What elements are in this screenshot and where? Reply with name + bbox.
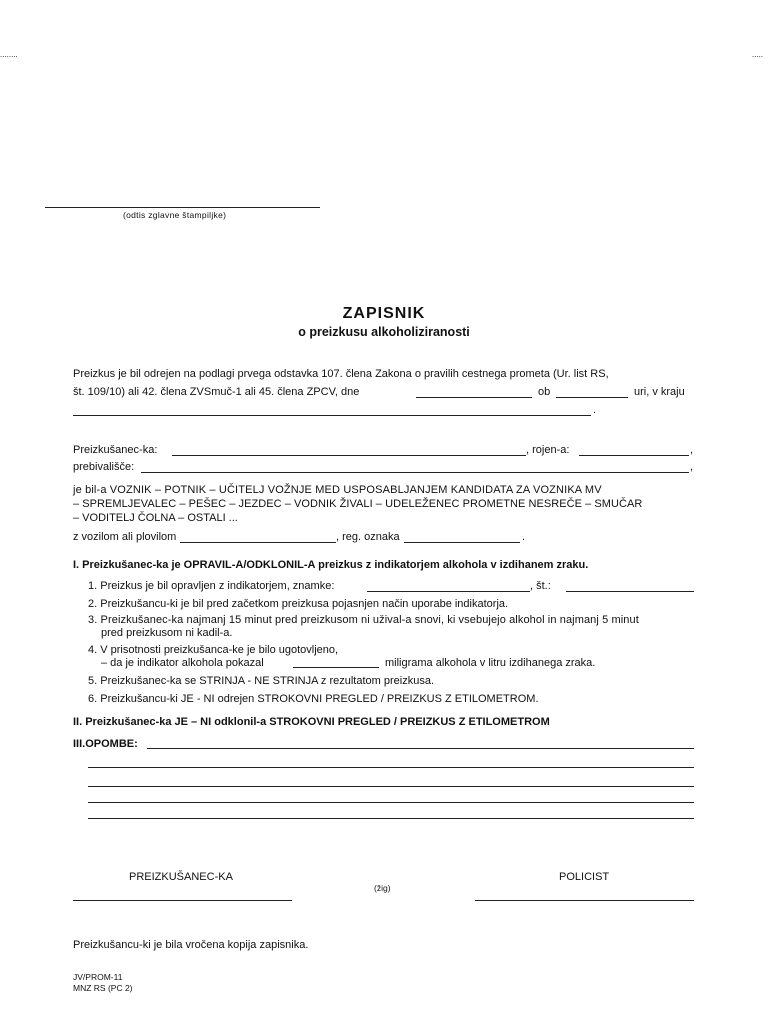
page-subtitle: o preizkusu alkoholiziranosti [298, 325, 470, 339]
stamp-label: (žig) [374, 883, 391, 893]
roles-line-1: je bil-a VOZNIK – POTNIK – UČITELJ VOŽNJE MED USPOSABLJANJEM KANDIDATA ZA VOZNIKA MV [73, 484, 602, 496]
signature-right-line[interactable] [475, 900, 694, 901]
page-title: ZAPISNIK [342, 305, 426, 322]
item-4a: 4. V prisotnosti preizkušanca-ke je bilo ugotovljeno, [88, 644, 339, 656]
birth-date-field[interactable] [579, 455, 689, 456]
remarks-line-5[interactable] [88, 818, 694, 819]
residence-field[interactable] [141, 472, 689, 473]
intro-ob: ob [538, 386, 551, 398]
stamp-caption: (odtis zglavne štampiljke) [123, 210, 227, 220]
item-1a: 1. Preizkus je bil opravljen z indikatorjem, znamke: [88, 580, 335, 592]
place-field[interactable] [73, 415, 591, 416]
corner-dots-right: ..... [752, 50, 764, 59]
alcohol-value-field[interactable] [293, 667, 379, 668]
remarks-line-1[interactable] [147, 748, 694, 749]
time-field[interactable] [556, 397, 628, 398]
signature-right-label: POLICIST [559, 871, 610, 883]
section-3-title: III.OPOMBE: [73, 738, 138, 750]
comma-2: , [690, 461, 694, 473]
signature-left-label: PREIZKUŠANEC-KA [129, 871, 233, 883]
copy-note: Preizkušancu-ki je bila vročena kopija zapisnika. [73, 939, 309, 951]
reg-field[interactable] [404, 542, 520, 543]
item-3a: 3. Preizkušanec-ka najmanj 15 minut pred preizkusom ni užival-a snovi, ki vsebujejo alkohol in najmanj 5 minut [88, 614, 639, 626]
name-field[interactable] [172, 455, 526, 456]
signature-left-line[interactable] [73, 900, 292, 901]
indicator-number-field[interactable] [566, 591, 694, 592]
roles-line-3: – VODITELJ ČOLNA – OSTALI ... [73, 512, 238, 524]
indicator-brand-field[interactable] [367, 591, 530, 592]
item-4b: – da je indikator alkohola pokazal [101, 657, 264, 669]
corner-dots-left: ........ [0, 50, 18, 59]
intro-line-2a: št. 109/10) ali 42. člena ZVSmuč-1 ali 45. člena ZPCV, dne [73, 386, 360, 398]
vehicle-label: z vozilom ali plovilom [73, 531, 177, 543]
intro-place-label: uri, v kraju [634, 386, 685, 398]
reg-label: , reg. oznaka [336, 531, 400, 543]
section-2-title: II. Preizkušanec-ka JE – NI odklonil-a STROKOVNI PREGLED / PREIZKUS Z ETILOMETROM [73, 716, 550, 728]
item-6: 6. Preizkušancu-ki JE - NI odrejen STROKOVNI PREGLED / PREIZKUS Z ETILOMETROM. [88, 693, 539, 705]
item-2: 2. Preizkušancu-ki je bil pred začetkom preizkusa pojasnjen način uporabe indikatorja. [88, 598, 509, 610]
item-5: 5. Preizkušanec-ka se STRINJA - NE STRINJA z rezultatom preizkusa. [88, 675, 435, 687]
item-1b: , št.: [530, 580, 551, 592]
stamp-line [45, 207, 320, 208]
form-code: JV/PROM-11 [73, 972, 123, 982]
vehicle-field[interactable] [180, 542, 336, 543]
vehicle-end: . [522, 531, 526, 543]
remarks-line-3[interactable] [88, 786, 694, 787]
item-3b: pred preizkusom ni kadil-a. [101, 627, 233, 639]
born-label: , rojen-a: [526, 444, 570, 456]
residence-label: prebivališče: [73, 461, 135, 473]
form-issuer: MNZ RS (PC 2) [73, 983, 133, 993]
comma-1: , [690, 444, 694, 456]
intro-line-1: Preizkus je bil odrejen na podlagi prvega odstavka 107. člena Zakona o pravilih cestnega prometa (Ur. list RS, [73, 368, 609, 380]
remarks-line-2[interactable] [88, 767, 694, 768]
name-label: Preizkušanec-ka: [73, 444, 158, 456]
item-4c: miligrama alkohola v litru izdihanega zraka. [385, 657, 596, 669]
section-1-title: I. Preizkušanec-ka je OPRAVIL-A/ODKLONIL-A preizkus z indikatorjem alkohola v izdihanem zraku. [73, 559, 589, 571]
date-field[interactable] [416, 397, 532, 398]
remarks-line-4[interactable] [88, 802, 694, 803]
intro-end: . [593, 404, 597, 416]
roles-line-2: – SPREMLJEVALEC – PEŠEC – JEZDEC – VODNIK ŽIVALI – UDELEŽENEC PROMETNE NESREČE – SMUČAR [73, 498, 643, 510]
